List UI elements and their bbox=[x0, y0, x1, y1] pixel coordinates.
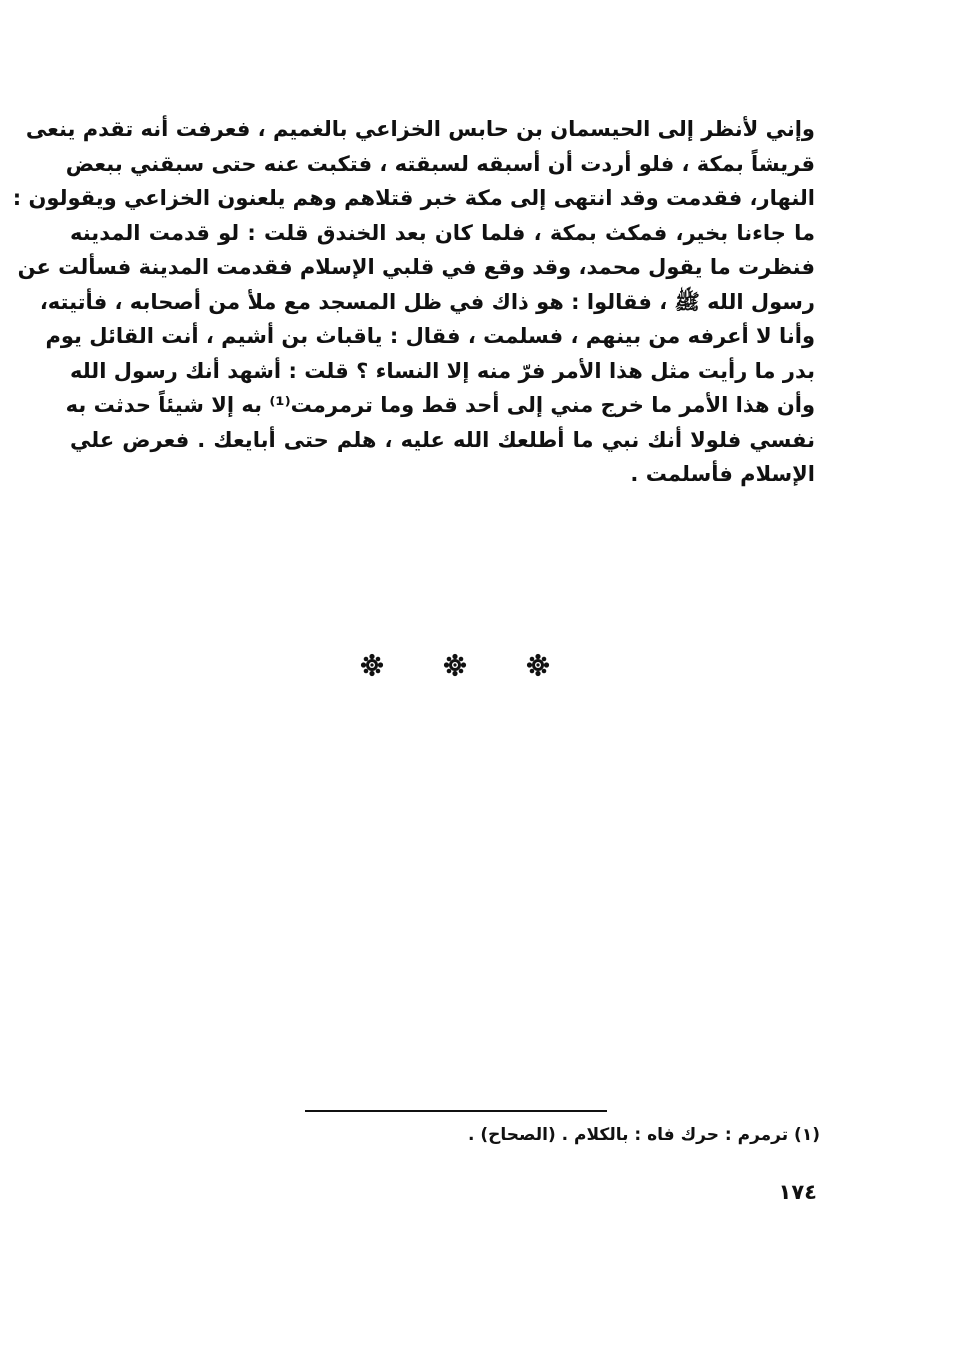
main-paragraph bbox=[12, 112, 815, 492]
text-line: فنظرت ما يقول محمد، وقد وقع في قلبي الإسلام فقدمت المدينة فسألت عن bbox=[17, 255, 815, 279]
rosette-ornament-icon bbox=[526, 653, 550, 677]
text-line: قريشاً بمكة ، فلو أردت أن أسبقه لسبقته ، فتكبت عنه حتى سبقني ببعض bbox=[65, 151, 815, 176]
text-line: وإني لأنظر إلى الحيسمان بن حابس الخزاعي بالغميم ، فعرفت أنه تقدم ينعى bbox=[25, 117, 815, 141]
rosette-ornament-icon bbox=[443, 653, 467, 677]
text-line: نفسي فلولا أنك نبي ما أطلعك الله عليه ، هلم حتى أبايعك . فعرض علي bbox=[70, 427, 815, 452]
text-line: وأن هذا الأمر ما خرج مني إلى أحد قط وما ترمرمت⁽¹⁾ به إلا شيئاً حدثت به bbox=[65, 393, 815, 417]
footnote-separator bbox=[305, 1110, 607, 1112]
page-number: ١٧٤ bbox=[778, 1180, 817, 1204]
text-line: وأنا لا أعرفه من بينهم ، فسلمت ، فقال : ياقباث بن أشيم ، أنت القائل يوم bbox=[45, 324, 815, 348]
text-line: النهار، فقدمت وقد انتهى إلى مكة خبر قتلاهم وهم يلعنون الخزاعي ويقولون : bbox=[12, 186, 815, 210]
text-line: بدر ما رأيت مثل هذا الأمر فرّ منه إلا النساء ؟ قلت : أشهد أنك رسول الله bbox=[70, 358, 815, 383]
text-line: ما جاءنا بخير، فمكث بمكة ، فلما كان بعد الخندق قلت : لو قدمت المدينه bbox=[70, 220, 815, 245]
text-line: رسول الله ﷺ ، فقالوا : هو ذاك في ظل المسجد مع ملأ من أصحابه ، فأتيته، bbox=[39, 289, 815, 314]
text-line: الإسلام فأسلمت . bbox=[630, 462, 815, 486]
rosette-ornament-icon bbox=[360, 653, 384, 677]
footnote: (١) ترمرم : حرك فاه : بالكلام . (الصحاح) . bbox=[468, 1125, 820, 1145]
section-divider-ornaments bbox=[350, 650, 550, 680]
